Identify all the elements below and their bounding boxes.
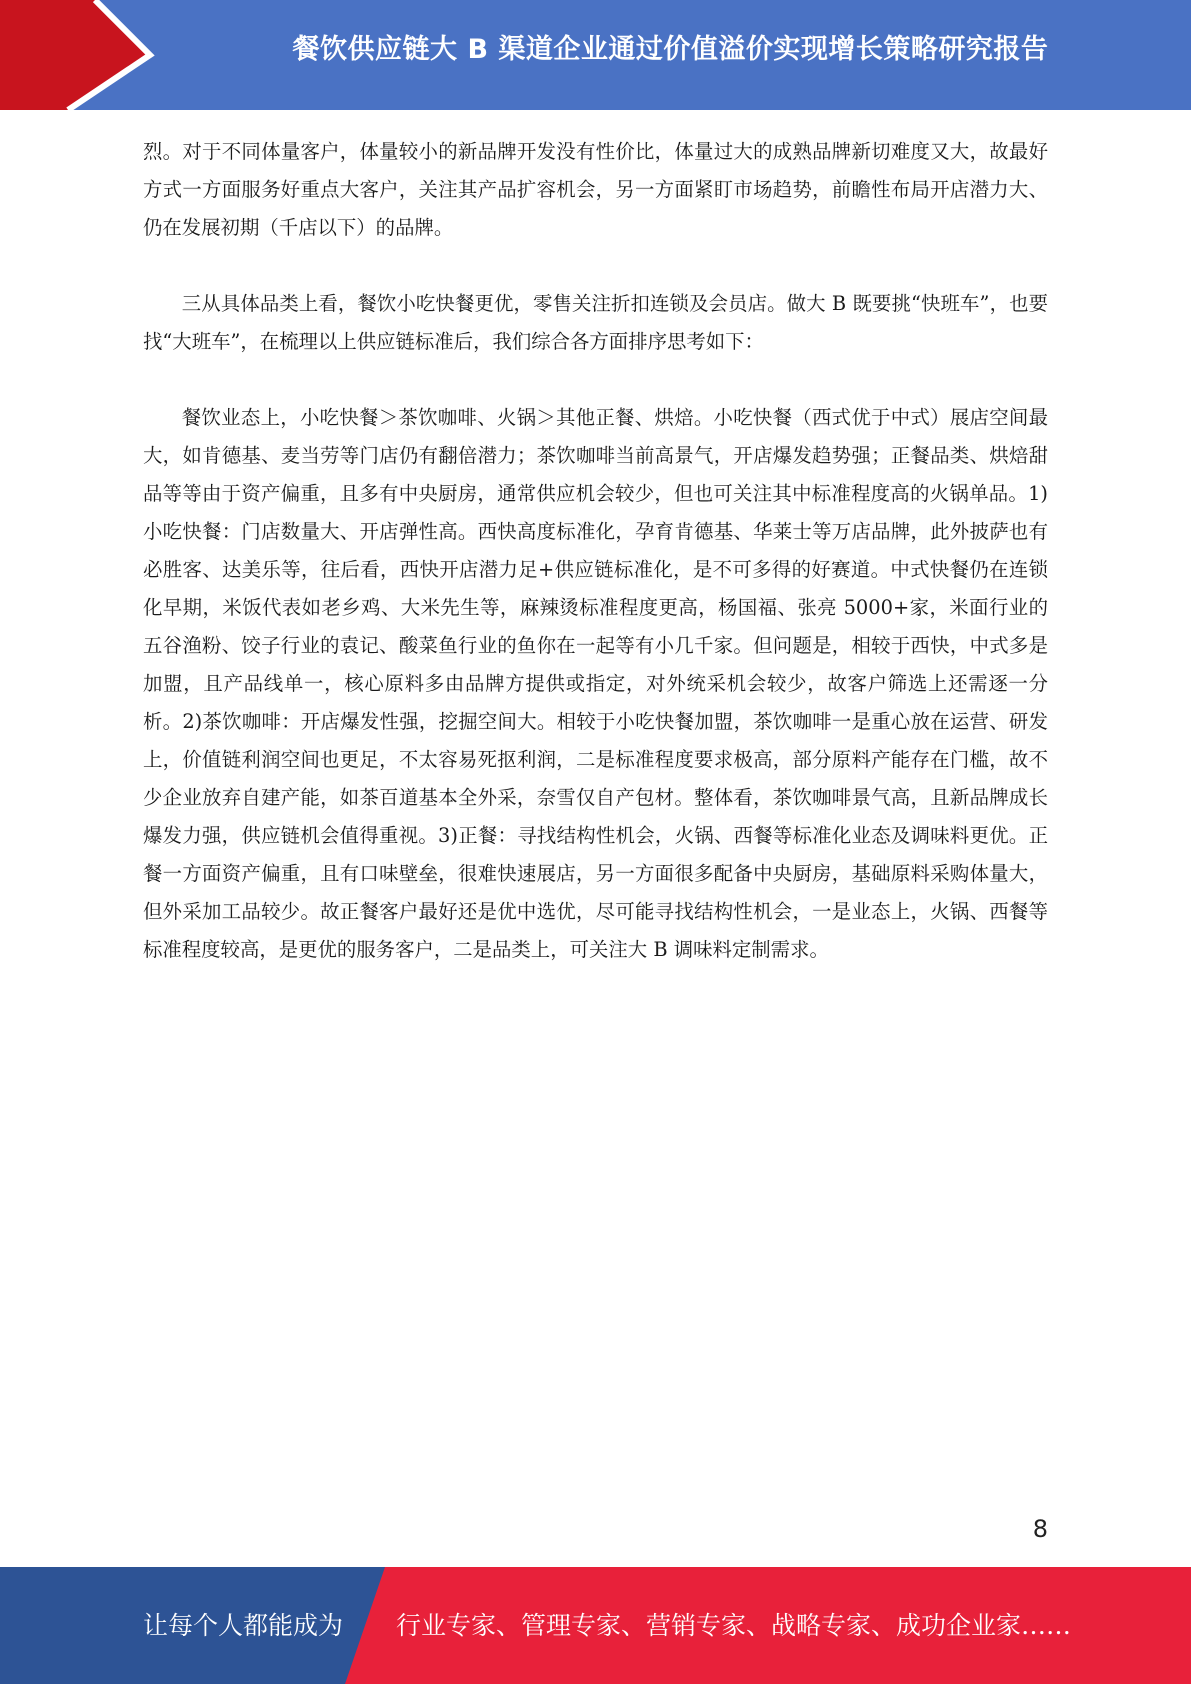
- footer-slogan-left: 让每个人都能成为: [143, 1611, 344, 1640]
- paragraph-3: 餐饮业态上，小吃快餐＞茶饮咖啡、火锅＞其他正餐、烘焙。小吃快餐（西式优于中式）展店空间最大，如肯德基、麦当劳等门店仍有翻倍潜力；茶饮咖啡当前高景气，开店爆发趋势强；正餐品类、烘焙甜品等等由于资产偏重，且多有中央厨房，通常供应机会较少，但也可关注其中标准程度高的火锅单品。1)小吃快餐：门店数量大、开店弹性高。西快高度标准化，孕育肯德基、华莱士等万店品牌，此外披萨也有必胜客、达美乐等，往后看，西快开店潜力足+供应链标准化，是不可多得的好赛道。中式快餐仍在连锁化早期，米饭代表如老乡鸡、大米先生等，麻辣烫标准程度更高，杨国福、张亮 5000+家，米面行业的五谷渔粉、饺子行业的袁记、酸菜鱼行业的鱼你在一起等有小几千家。但问题是，相较于西快，中式多是加盟，且产品线单一，核心原料多由品牌方提供或指定，对外统采机会较少，故客户筛选上还需逐一分析。2)茶饮咖啡：开店爆发性强，挖掘空间大。相较于小吃快餐加盟，茶饮咖啡一是重心放在运营、研发上，价值链利润空间也更足，不太容易死抠利润，二是标准程度要求极高，部分原料产能存在门槛，故不少企业放弃自建产能，如茶百道基本全外采，奈雪仅自产包材。整体看，茶饮咖啡景气高，且新品牌成长爆发力强，供应链机会值得重视。3)正餐：寻找结构性机会，火锅、西餐等标准化业态及调味料更优。正餐一方面资产偏重，且有口味壁垒，很难快速展店，另一方面很多配备中央厨房，基础原料采购体量大，但外采加工品较少。故正餐客户最好还是优中选优，尽可能寻找结构性机会，一是业态上，火锅、西餐等标准程度较高，是更优的服务客户，二是品类上，可关注大 B 调味料定制需求。: [143, 406, 1048, 961]
- body-text: [143, 133, 1048, 1007]
- page-number: 8: [1032, 1515, 1048, 1543]
- page-footer: [0, 1567, 1191, 1684]
- report-title: 餐饮供应链大 B 渠道企业通过价值溢价实现增长策略研究报告: [292, 34, 1049, 65]
- footer-slogan-right: 行业专家、管理专家、营销专家、战略专家、成功企业家……: [396, 1611, 1072, 1640]
- header-chevron-decoration: [0, 0, 155, 110]
- header-red-block: [0, 0, 150, 110]
- page-header: [0, 0, 1191, 110]
- paragraph-2: 三从具体品类上看，餐饮小吃快餐更优，零售关注折扣连锁及会员店。做大 B 既要挑“快班车”，也要找“大班车”，在梳理以上供应链标准后，我们综合各方面排序思考如下：: [143, 292, 1048, 353]
- paragraph-1: 烈。对于不同体量客户，体量较小的新品牌开发没有性价比，体量过大的成熟品牌新切难度又大，故最好方式一方面服务好重点大客户，关注其产品扩容机会，另一方面紧盯市场趋势，前瞻性布局开店潜力大、仍在发展初期（千店以下）的品牌。: [143, 140, 1048, 239]
